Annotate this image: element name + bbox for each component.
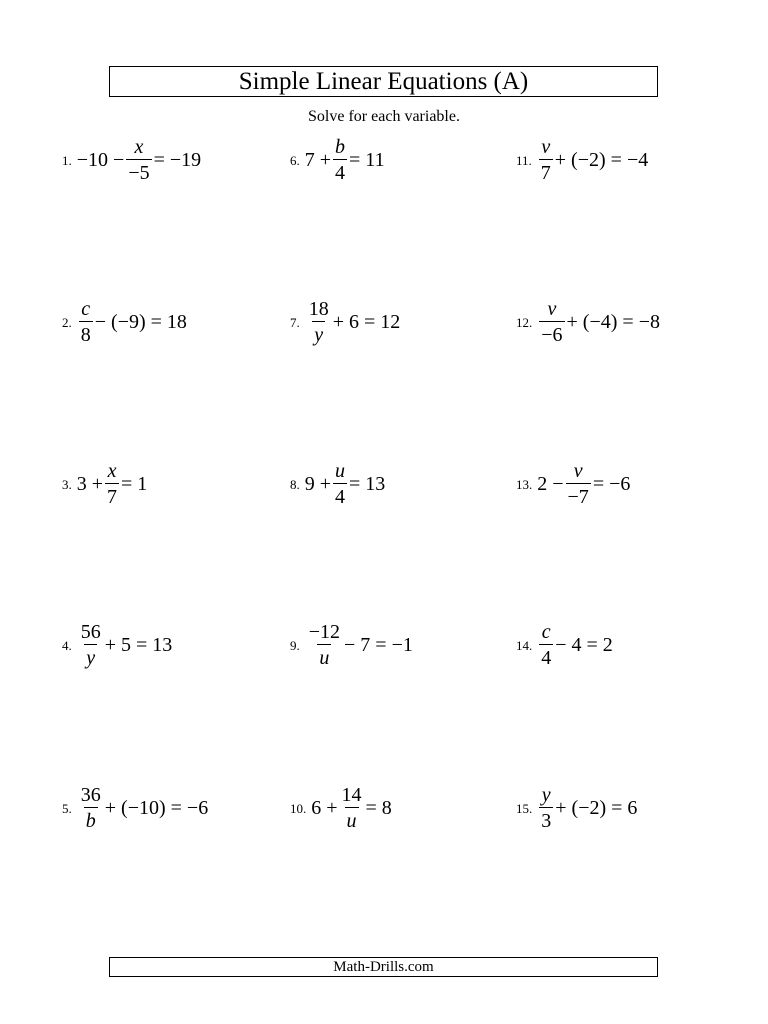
fraction-denominator: 7 <box>105 483 119 507</box>
fraction-numerator: 14 <box>341 784 362 806</box>
problem-5 <box>62 782 208 834</box>
problem-15 <box>516 782 637 834</box>
problem-13 <box>516 458 630 510</box>
equation-right-part: + 5 = 13 <box>104 634 173 656</box>
fraction <box>79 785 103 831</box>
equation-right-part: + (−4) = −8 <box>566 311 660 333</box>
equation-right-part: − (−9) = 18 <box>94 311 187 333</box>
problem-6 <box>290 134 385 186</box>
fraction-numerator: x <box>107 460 117 482</box>
problem-1 <box>62 134 201 186</box>
equation-right-part: = −19 <box>153 149 202 171</box>
fraction-denominator: 7 <box>539 159 553 183</box>
fraction <box>539 622 553 668</box>
fraction-numerator: c <box>541 621 551 643</box>
fraction-numerator: y <box>541 784 551 806</box>
footer-source: Math-Drills.com <box>109 957 658 977</box>
fraction-denominator: −6 <box>539 321 564 345</box>
problem-3 <box>62 458 147 510</box>
fraction-numerator: u <box>335 460 346 482</box>
equation-right-part: + 6 = 12 <box>332 311 401 333</box>
problem-number: 12. <box>516 314 533 330</box>
problem-number: 5. <box>62 800 72 816</box>
fraction-denominator: −7 <box>566 483 591 507</box>
problem-number: 2. <box>62 314 72 330</box>
fraction <box>333 137 347 183</box>
fraction-denominator: 4 <box>539 644 553 668</box>
problem-number: 11. <box>516 152 532 168</box>
problem-4 <box>62 619 172 671</box>
fraction-denominator: 4 <box>333 159 347 183</box>
equation-right-part: = 13 <box>349 473 386 495</box>
fraction-numerator: b <box>335 136 346 158</box>
equation-right-part: + (−2) = 6 <box>555 797 638 819</box>
equation-right-part: − 4 = 2 <box>555 634 613 656</box>
fraction <box>126 137 151 183</box>
problem-12 <box>516 296 660 348</box>
problem-9 <box>290 619 413 671</box>
problem-10 <box>290 782 392 834</box>
problem-14 <box>516 619 613 671</box>
fraction-denominator: 4 <box>333 483 347 507</box>
fraction-numerator: c <box>81 298 91 320</box>
fraction-denominator: 3 <box>539 807 553 831</box>
problem-11 <box>516 134 648 186</box>
problem-number: 8. <box>290 476 300 492</box>
problem-number: 1. <box>62 152 72 168</box>
equation-right-part: + (−2) = −4 <box>554 149 649 171</box>
fraction <box>539 137 553 183</box>
equation-left-part: 3 + <box>76 473 104 495</box>
fraction-numerator: v <box>547 298 557 320</box>
equation-left-part: 9 + <box>304 473 332 495</box>
fraction-numerator: v <box>573 460 583 482</box>
problem-number: 14. <box>516 637 533 653</box>
fraction <box>340 785 364 831</box>
fraction-denominator: u <box>345 807 359 831</box>
fraction-denominator: 8 <box>79 321 93 345</box>
fraction-numerator: 36 <box>80 784 101 806</box>
problem-number: 15. <box>516 800 533 816</box>
fraction <box>539 299 564 345</box>
problem-7 <box>290 296 400 348</box>
fraction-denominator: y <box>84 644 97 668</box>
equation-left-part: 2 − <box>537 473 564 495</box>
fraction-denominator: −5 <box>126 159 151 183</box>
fraction <box>539 785 553 831</box>
equation-left-part: 7 + <box>304 149 332 171</box>
worksheet-title: Simple Linear Equations (A) <box>109 66 658 97</box>
fraction-numerator: 18 <box>308 298 329 320</box>
fraction-numerator: x <box>134 136 144 158</box>
equation-right-part: − 7 = −1 <box>344 634 413 656</box>
problem-8 <box>290 458 385 510</box>
equation-right-part: + (−10) = −6 <box>104 797 209 819</box>
problem-number: 7. <box>290 314 300 330</box>
fraction <box>333 461 347 507</box>
equation-left-part: −10 − <box>76 149 125 171</box>
fraction <box>307 299 331 345</box>
problem-number: 3. <box>62 476 72 492</box>
problem-number: 13. <box>516 476 533 492</box>
fraction-numerator: −12 <box>308 621 341 643</box>
fraction <box>566 461 591 507</box>
equation-right-part: = 8 <box>365 797 392 819</box>
fraction-numerator: 56 <box>80 621 101 643</box>
equation-right-part: = 11 <box>349 149 385 171</box>
fraction-denominator: u <box>317 644 331 668</box>
problem-2 <box>62 296 187 348</box>
fraction <box>105 461 119 507</box>
fraction-numerator: v <box>541 136 551 158</box>
fraction <box>79 299 93 345</box>
fraction <box>307 622 342 668</box>
problem-number: 6. <box>290 152 300 168</box>
instructions: Solve for each variable. <box>308 108 460 125</box>
problem-number: 10. <box>290 800 307 816</box>
fraction-denominator: b <box>84 807 98 831</box>
problem-number: 4. <box>62 637 72 653</box>
fraction <box>79 622 103 668</box>
equation-left-part: 6 + <box>311 797 338 819</box>
equation-right-part: = 1 <box>121 473 148 495</box>
equation-right-part: = −6 <box>592 473 631 495</box>
fraction-denominator: y <box>312 321 325 345</box>
problem-number: 9. <box>290 637 300 653</box>
